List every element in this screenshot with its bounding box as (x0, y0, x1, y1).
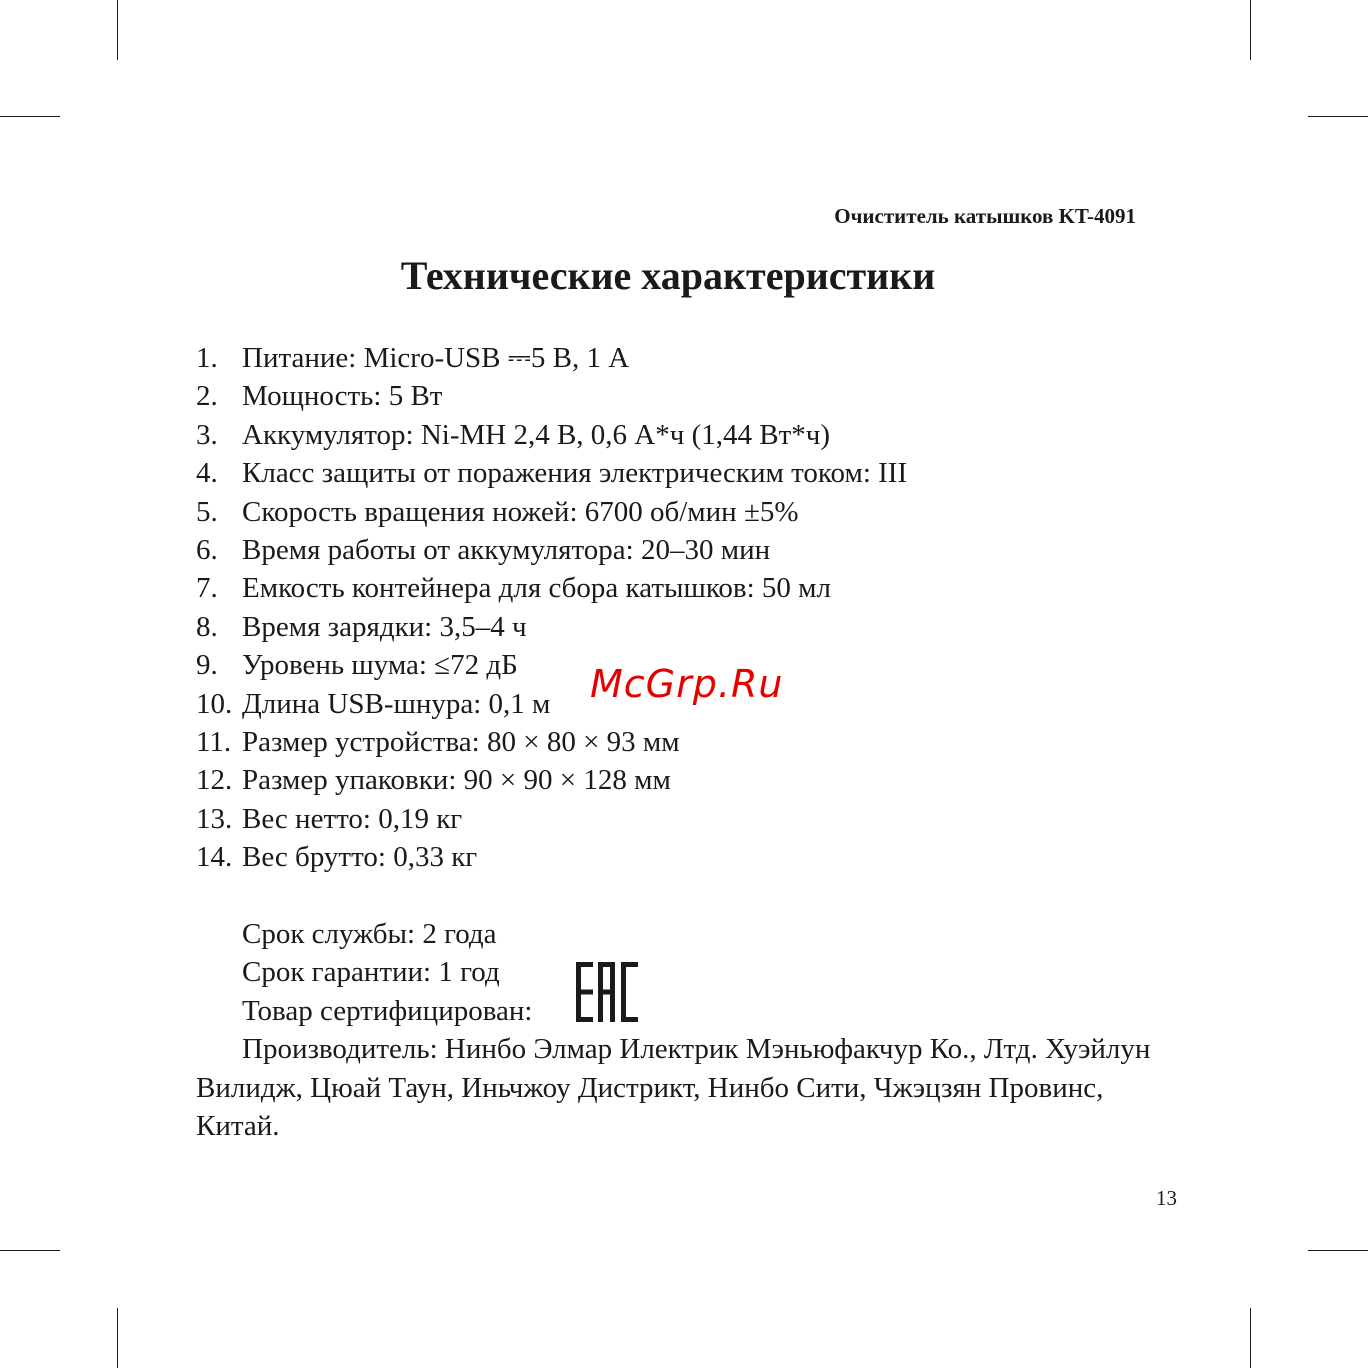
page-number: 13 (1156, 1186, 1177, 1210)
spec-text: Емкость контейнера для сбора катышков: 50 мл (242, 572, 832, 605)
spec-text: Размер устройства: 80 × 80 × 93 мм (242, 725, 680, 758)
spec-item (196, 416, 907, 454)
crop-mark (1308, 116, 1368, 117)
manufacturer: Производитель: Нинбо Элмар Илектрик Мэньюфакчур Ко., Лтд. Хуэйлун Вилидж, Цюай Таун, Иньчжоу Дистрикт, Нинбо Сити, Чжэцзян Провинс, Китай. (196, 1033, 1151, 1142)
spec-item (196, 838, 907, 876)
spec-text: Вес нетто: 0,19 кг (242, 802, 463, 835)
crop-mark (117, 0, 118, 60)
spec-number: 7. (196, 572, 218, 605)
page-title: Технические характеристики (400, 253, 936, 298)
spec-item (196, 608, 907, 646)
eac-certification-icon (576, 962, 638, 1022)
spec-number: 13. (196, 802, 233, 835)
spec-text: Аккумулятор: Ni-MH 2,4 В, 0,6 А*ч (1,44 Вт*ч) (242, 418, 830, 451)
spec-item (196, 800, 907, 838)
spec-item (196, 646, 907, 684)
crop-mark (1250, 0, 1251, 60)
crop-mark (0, 116, 60, 117)
spec-number: 3. (196, 418, 218, 451)
spec-text: Размер упаковки: 90 × 90 × 128 мм (242, 764, 671, 797)
spec-text: Уровень шума: ≤72 дБ (242, 649, 518, 682)
spec-text: Скорость вращения ножей: 6700 об/мин ±5% (242, 495, 799, 528)
spec-item (196, 569, 907, 607)
warranty: Срок гарантии: 1 год (242, 956, 500, 989)
spec-item (196, 723, 907, 761)
spec-number: 5. (196, 495, 218, 528)
spec-number: 14. (196, 841, 233, 874)
service-life: Срок службы: 2 года (242, 918, 497, 950)
crop-mark (1250, 1308, 1251, 1368)
spec-list (196, 339, 907, 876)
crop-mark (0, 1250, 60, 1251)
spec-text: Время зарядки: 3,5–4 ч (242, 610, 527, 643)
crop-mark (117, 1308, 118, 1368)
spec-item (196, 377, 907, 415)
spec-number: 4. (196, 457, 218, 490)
spec-item (196, 339, 907, 377)
spec-text: Время работы от аккумулятора: 20–30 мин (242, 533, 771, 566)
spec-item (196, 761, 907, 799)
spec-number: 2. (196, 380, 218, 413)
spec-number: 11. (196, 725, 232, 758)
spec-number: 8. (196, 610, 218, 643)
certified: Товар сертифицирован: (242, 994, 533, 1027)
spec-text: Питание: Micro-USB ⎓5 В, 1 А (242, 342, 630, 374)
spec-number: 9. (196, 649, 218, 682)
spec-text: Мощность: 5 Вт (242, 380, 443, 413)
info-block (196, 915, 1156, 1145)
spec-number: 10. (196, 687, 233, 720)
spec-text: Класс защиты от поражения электрическим током: III (242, 457, 908, 490)
spec-number: 12. (196, 764, 233, 797)
watermark: McGrp.Ru (590, 662, 784, 706)
spec-item (196, 685, 907, 723)
spec-text: Вес брутто: 0,33 кг (242, 841, 478, 874)
spec-text: Длина USB-шнура: 0,1 м (242, 687, 551, 720)
spec-item (196, 454, 907, 492)
spec-item (196, 493, 907, 531)
product-title: Очиститель катышков KT-4091 (834, 204, 1136, 228)
spec-number: 1. (196, 342, 218, 374)
spec-number: 6. (196, 533, 218, 566)
spec-item (196, 531, 907, 569)
crop-mark (1308, 1250, 1368, 1251)
